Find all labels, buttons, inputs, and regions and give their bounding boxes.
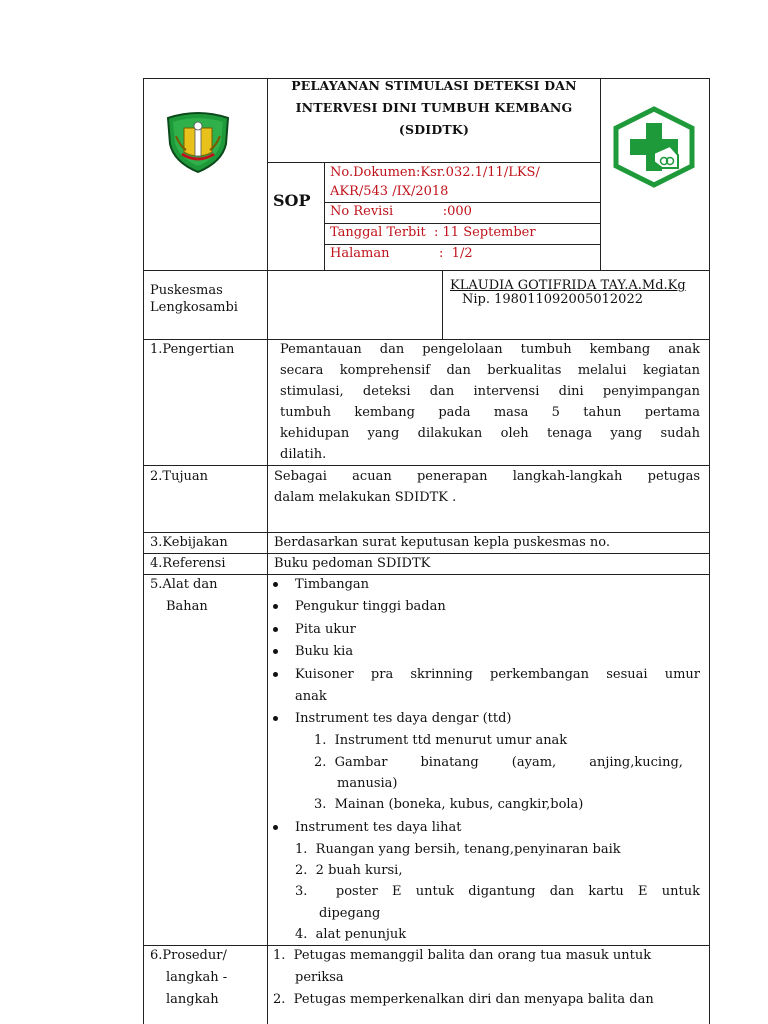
sign-divider [442,270,443,340]
lihat-item-1: 1. Ruangan yang bersih, tenang,penyinaran baik [295,842,621,857]
section-label-tujuan: 2.Tujuan [150,469,208,484]
lihat-item-4: 4. alat penunjuk [295,927,407,942]
ttd-item-3: 3. Mainan (boneka, kubus, cangkir,bola) [314,797,584,812]
org-name-line-2: Lengkosambi [150,300,238,315]
org-name-line-1: Puskesmas [150,283,223,298]
row-line-referensi [143,574,710,575]
bullet-icon [273,649,278,654]
title-line-3: (SDIDTK) [398,122,470,137]
pengertian-line-2: secara komprehensif dan berkualitas melalui kegiatan [280,363,700,378]
alat-item-kuisoner-cont: anak [295,689,327,704]
pengertian-line-1: Pemantauan dan pengelolaan tumbuh kembang anak [280,342,700,357]
bullet-icon [273,672,278,677]
regional-emblem-logo [162,110,234,174]
lihat-item-2: 2. 2 buah kursi, [295,863,403,878]
section-label-pengertian: 1.Pengertian [150,342,235,357]
title-line-1: PELAYANAN STIMULASI DETEKSI DAN [291,78,577,93]
tujuan-line-2: dalam melakukan SDIDTK . [274,490,457,505]
ttd-item-2-cont: manusia) [337,776,398,791]
bullet-icon [273,627,278,632]
ttd-item-1: 1. Instrument ttd menurut umur anak [314,733,568,748]
pengertian-line-4: tumbuh kembang pada masa 5 tahun pertama [280,405,700,420]
section-label-alat-line-2: Bahan [166,599,208,614]
alat-item-kuisoner: Kuisoner pra skrinning perkembangan sesuai umur [295,667,700,682]
lihat-item-3-cont: dipegang [319,906,381,921]
content-divider [267,339,268,1024]
title-line-2: INTERVESI DINI TUMBUH KEMBANG [295,100,573,115]
alat-item-pita-ukur: Pita ukur [295,622,356,637]
table-border-left [143,78,144,1024]
section-label-prosedur-line-2: langkah - [166,970,228,985]
revision-number: No Revisi :000 [330,204,472,219]
puskesmas-logo [612,106,696,188]
prosedur-item-1: 1. Petugas memanggil balita dan orang tua masuk untuk [273,948,652,963]
sop-divider [324,162,325,270]
referensi-text: Buku pedoman SDIDTK [274,556,431,571]
doc-number-line-2: AKR/543 /IX/2018 [330,184,449,199]
signatory-nip: Nip. 198011092005012022 [462,292,643,307]
table-border-right [709,78,710,1024]
emblem-icon [162,110,234,174]
header-divider-right [600,78,601,270]
ttd-item-2: 2. Gambar binatang (ayam, anjing,kucing, [314,755,683,770]
page-number: Halaman : 1/2 [330,246,473,261]
health-cross-icon [612,106,696,188]
signatory-name: KLAUDIA GOTIFRIDA TAY.A.Md.Kg [450,278,686,293]
lihat-item-3: 3. poster E untuk digantung dan kartu E untuk [295,884,700,899]
pengertian-line-5: kehidupan yang dilakukan oleh tenaga yang sudah [280,426,700,441]
alat-item-timbangan: Timbangan [295,577,370,592]
prosedur-item-1-cont: periksa [295,970,344,985]
bullet-icon [273,825,278,830]
header-bottom-line [143,270,710,271]
kebijakan-text: Berdasarkan surat keputusan kepla puskesmas no. [274,535,610,550]
section-label-kebijakan: 3.Kebijakan [150,535,228,550]
section-label-prosedur-line-3: langkah [166,992,219,1007]
alat-item-lihat: Instrument tes daya lihat [295,820,462,835]
org-divider [267,270,268,340]
prosedur-item-2: 2. Petugas memperkenalkan diri dan menyapa balita dan [273,992,654,1007]
alat-item-pengukur: Pengukur tinggi badan [295,599,446,614]
bullet-icon [273,604,278,609]
pengertian-line-3: stimulasi, deteksi dan intervensi dini penyimpangan [280,384,700,399]
tujuan-line-1: Sebagai acuan penerapan langkah-langkah petugas [274,469,700,484]
bullet-icon [273,582,278,587]
section-label-referensi: 4.Referensi [150,556,226,571]
alat-item-ttd: Instrument tes daya dengar (ttd) [295,711,512,726]
pengertian-line-6: dilatih. [280,447,327,462]
issue-date: Tanggal Terbit : 11 September [330,225,536,240]
section-label-prosedur-line-1: 6.Prosedur/ [150,948,227,963]
bullet-icon [273,716,278,721]
sop-label: SOP [273,191,311,210]
section-label-alat-line-1: 5.Alat dan [150,577,218,592]
alat-item-buku-kia: Buku kia [295,644,354,659]
doc-number-line-1: No.Dokumen:Ksr.032.1/11/LKS/ [330,165,540,180]
